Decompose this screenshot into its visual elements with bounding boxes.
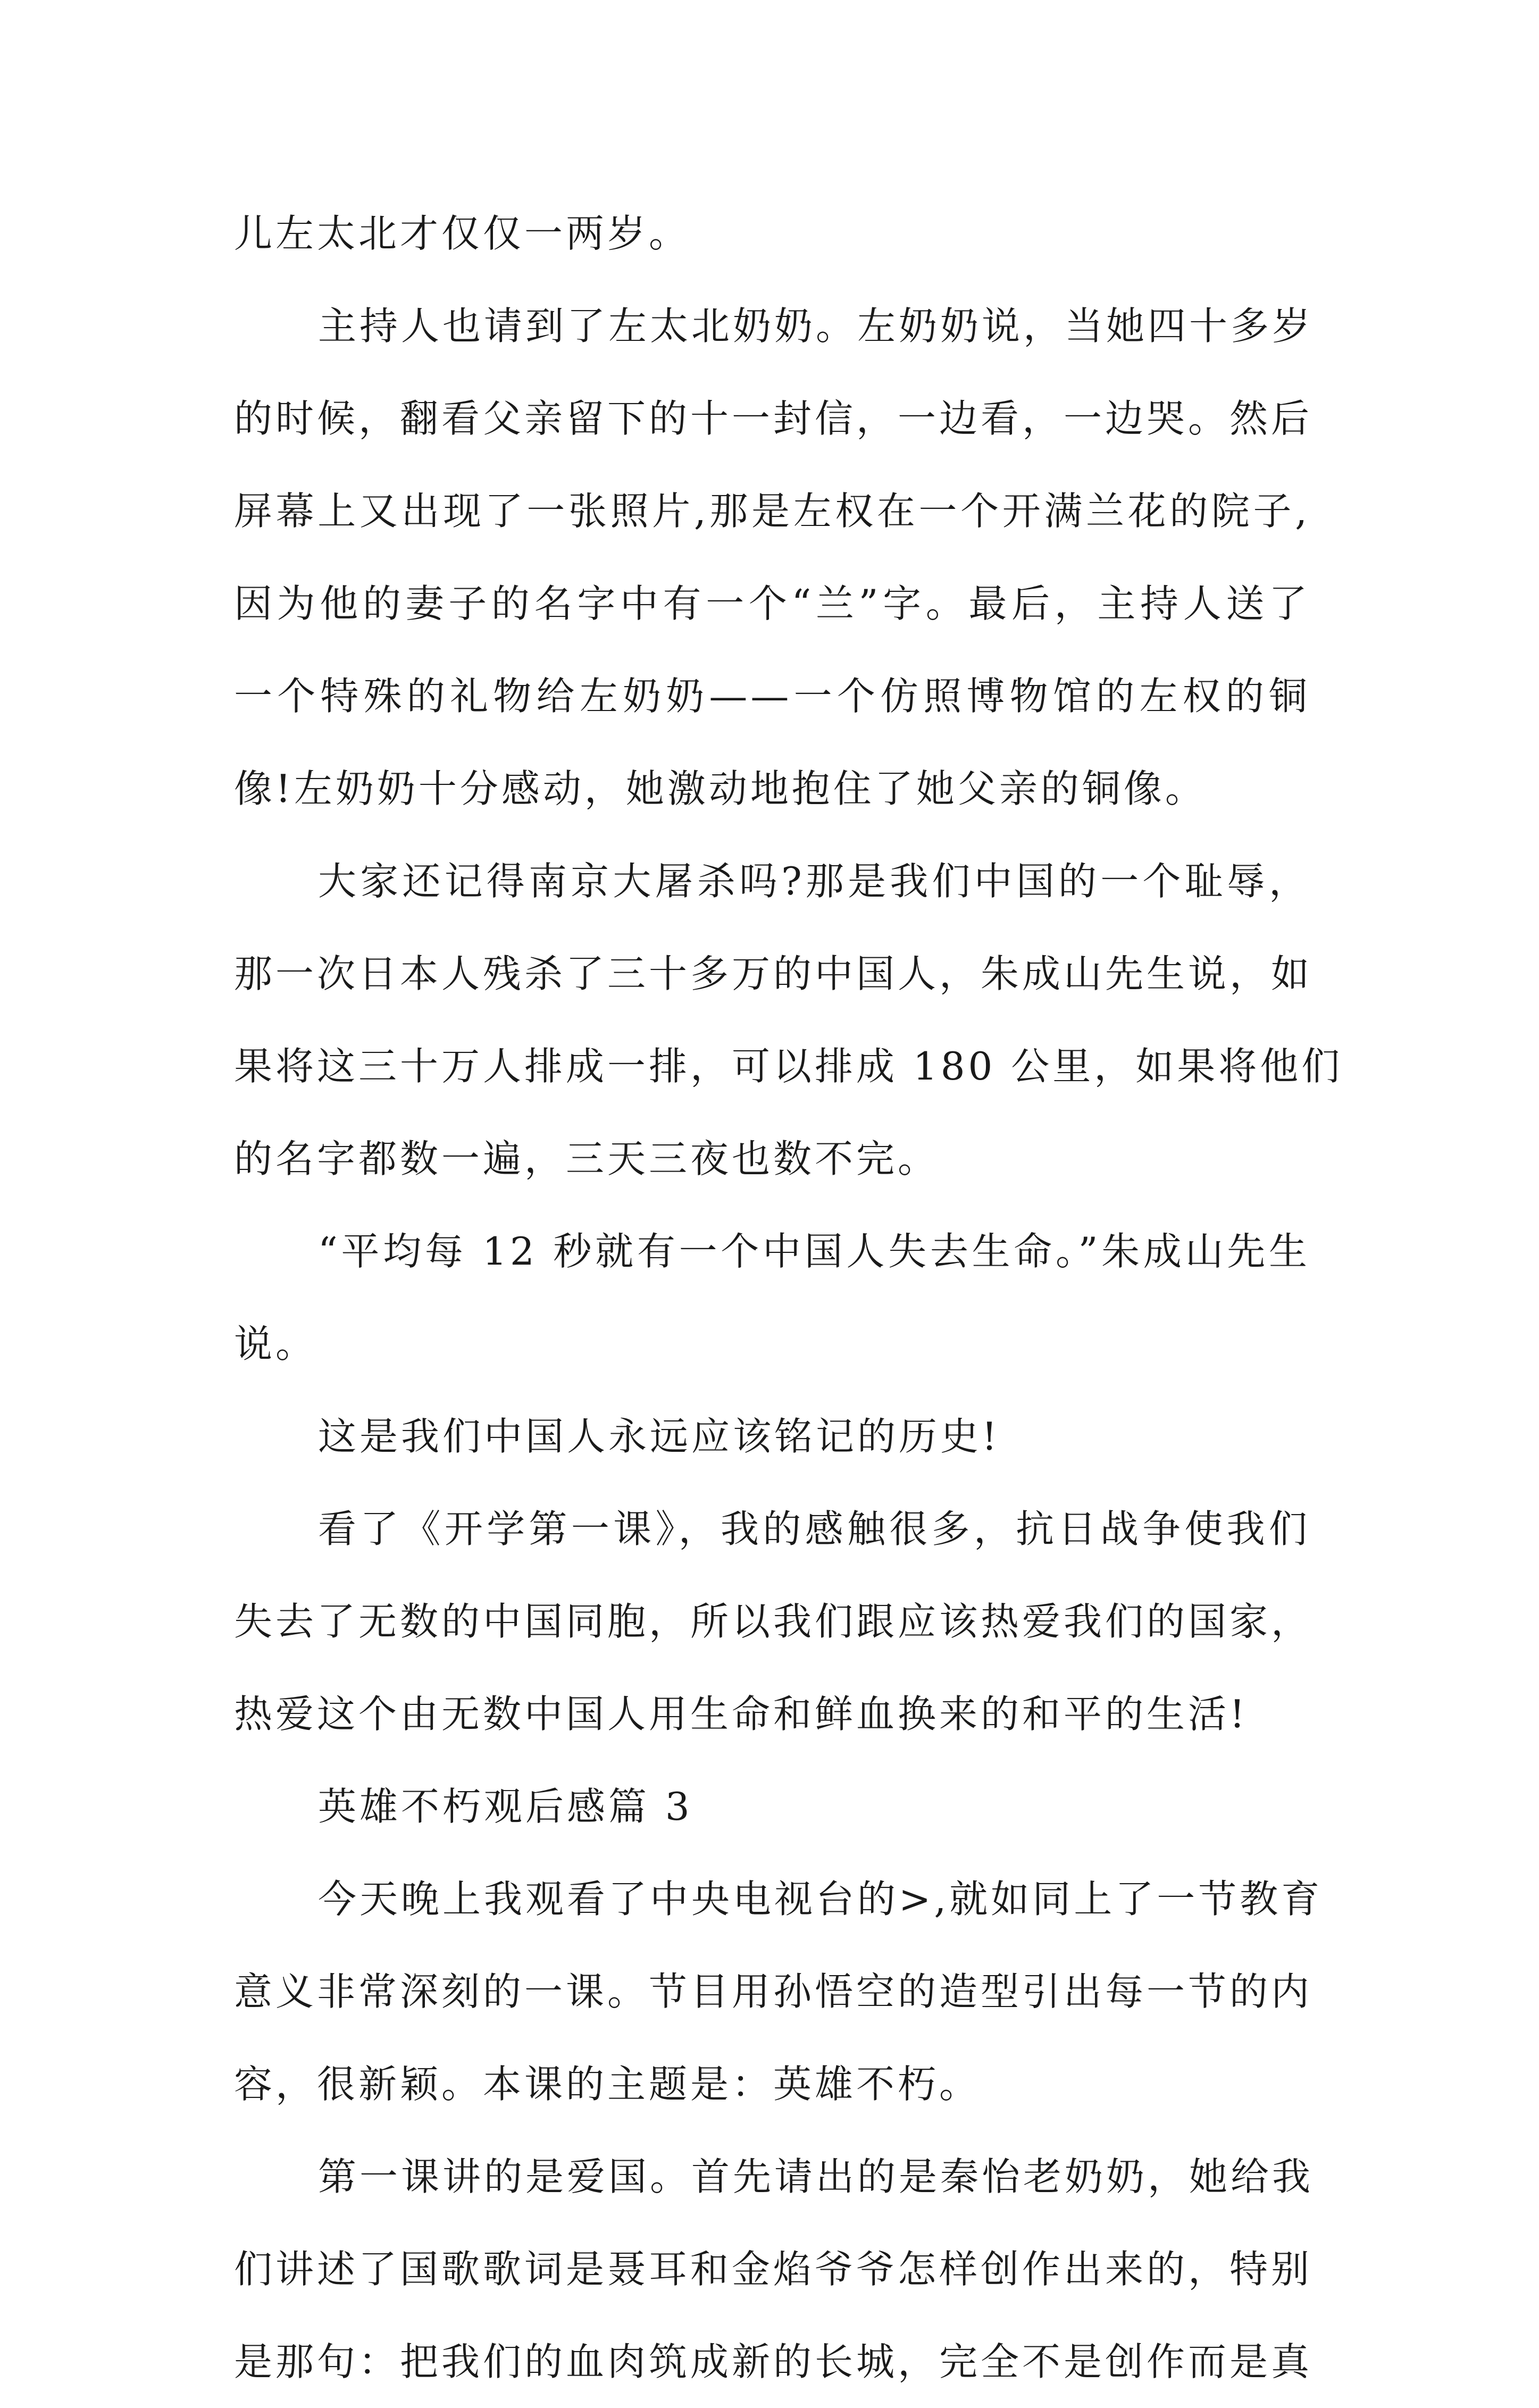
text-line: 儿左太北才仅仅一两岁。 [234, 211, 691, 256]
text-line: 英雄不朽观后感篇 3 [318, 1784, 693, 1829]
text-line: 屏幕上又出现了一张照片,那是左权在一个开满兰花的院子, [234, 489, 1310, 533]
body-text [234, 187, 1343, 2408]
text-line: 是那句：把我们的血肉筑成新的长城，完全不是创作而是真 [234, 2339, 1313, 2384]
text-line: 们讲述了国歌歌词是聂耳和金焰爷爷怎样创作出来的，特别 [234, 2247, 1313, 2292]
text-line: 今天晚上我观看了中央电视台的>,就如同上了一节教育 [318, 1877, 1323, 1921]
text-line: 热爱这个由无数中国人用生命和鲜血换来的和平的生活! [234, 1692, 1248, 1736]
text-line: 主持人也请到了左太北奶奶。左奶奶说，当她四十多岁 [318, 304, 1314, 348]
text-line: 第一课讲的是爱国。首先请出的是秦怡老奶奶，她给我 [318, 2154, 1314, 2199]
text-line: 说。 [234, 1322, 317, 1366]
text-line: 大家还记得南京大屠杀吗?那是我们中国的一个耻辱， [318, 859, 1310, 904]
text-line: 因为他的妻子的名字中有一个“兰”字。最后，主持人送了 [234, 581, 1310, 626]
text-line: 一个特殊的礼物给左奶奶——一个仿照博物馆的左权的铜 [234, 674, 1310, 718]
text-line: “平均每 12 秒就有一个中国人失去生命。”朱成山先生 [318, 1229, 1310, 1274]
text-line: 那一次日本人残杀了三十多万的中国人，朱成山先生说，如 [234, 951, 1313, 996]
text-line: 的名字都数一遍，三天三夜也数不完。 [234, 1136, 940, 1181]
text-line: 这是我们中国人永远应该铭记的历史! [318, 1414, 1000, 1459]
text-line: 容，很新颖。本课的主题是：英雄不朽。 [234, 2062, 981, 2106]
text-line: 的时候，翻看父亲留下的十一封信，一边看，一边哭。然后 [234, 396, 1313, 441]
text-line: 像!左奶奶十分感动，她激动地抱住了她父亲的铜像。 [234, 766, 1207, 811]
text-line: 果将这三十万人排成一排，可以排成 180 公里，如果将他们 [234, 1044, 1343, 1089]
text-line: 意义非常深刻的一课。节目用孙悟空的造型引出每一节的内 [234, 1969, 1313, 2014]
text-line: 失去了无数的中国同胞，所以我们跟应该热爱我们的国家， [234, 1599, 1313, 1644]
text-line: 看了《开学第一课》，我的感触很多，抗日战争使我们 [318, 1507, 1310, 1551]
